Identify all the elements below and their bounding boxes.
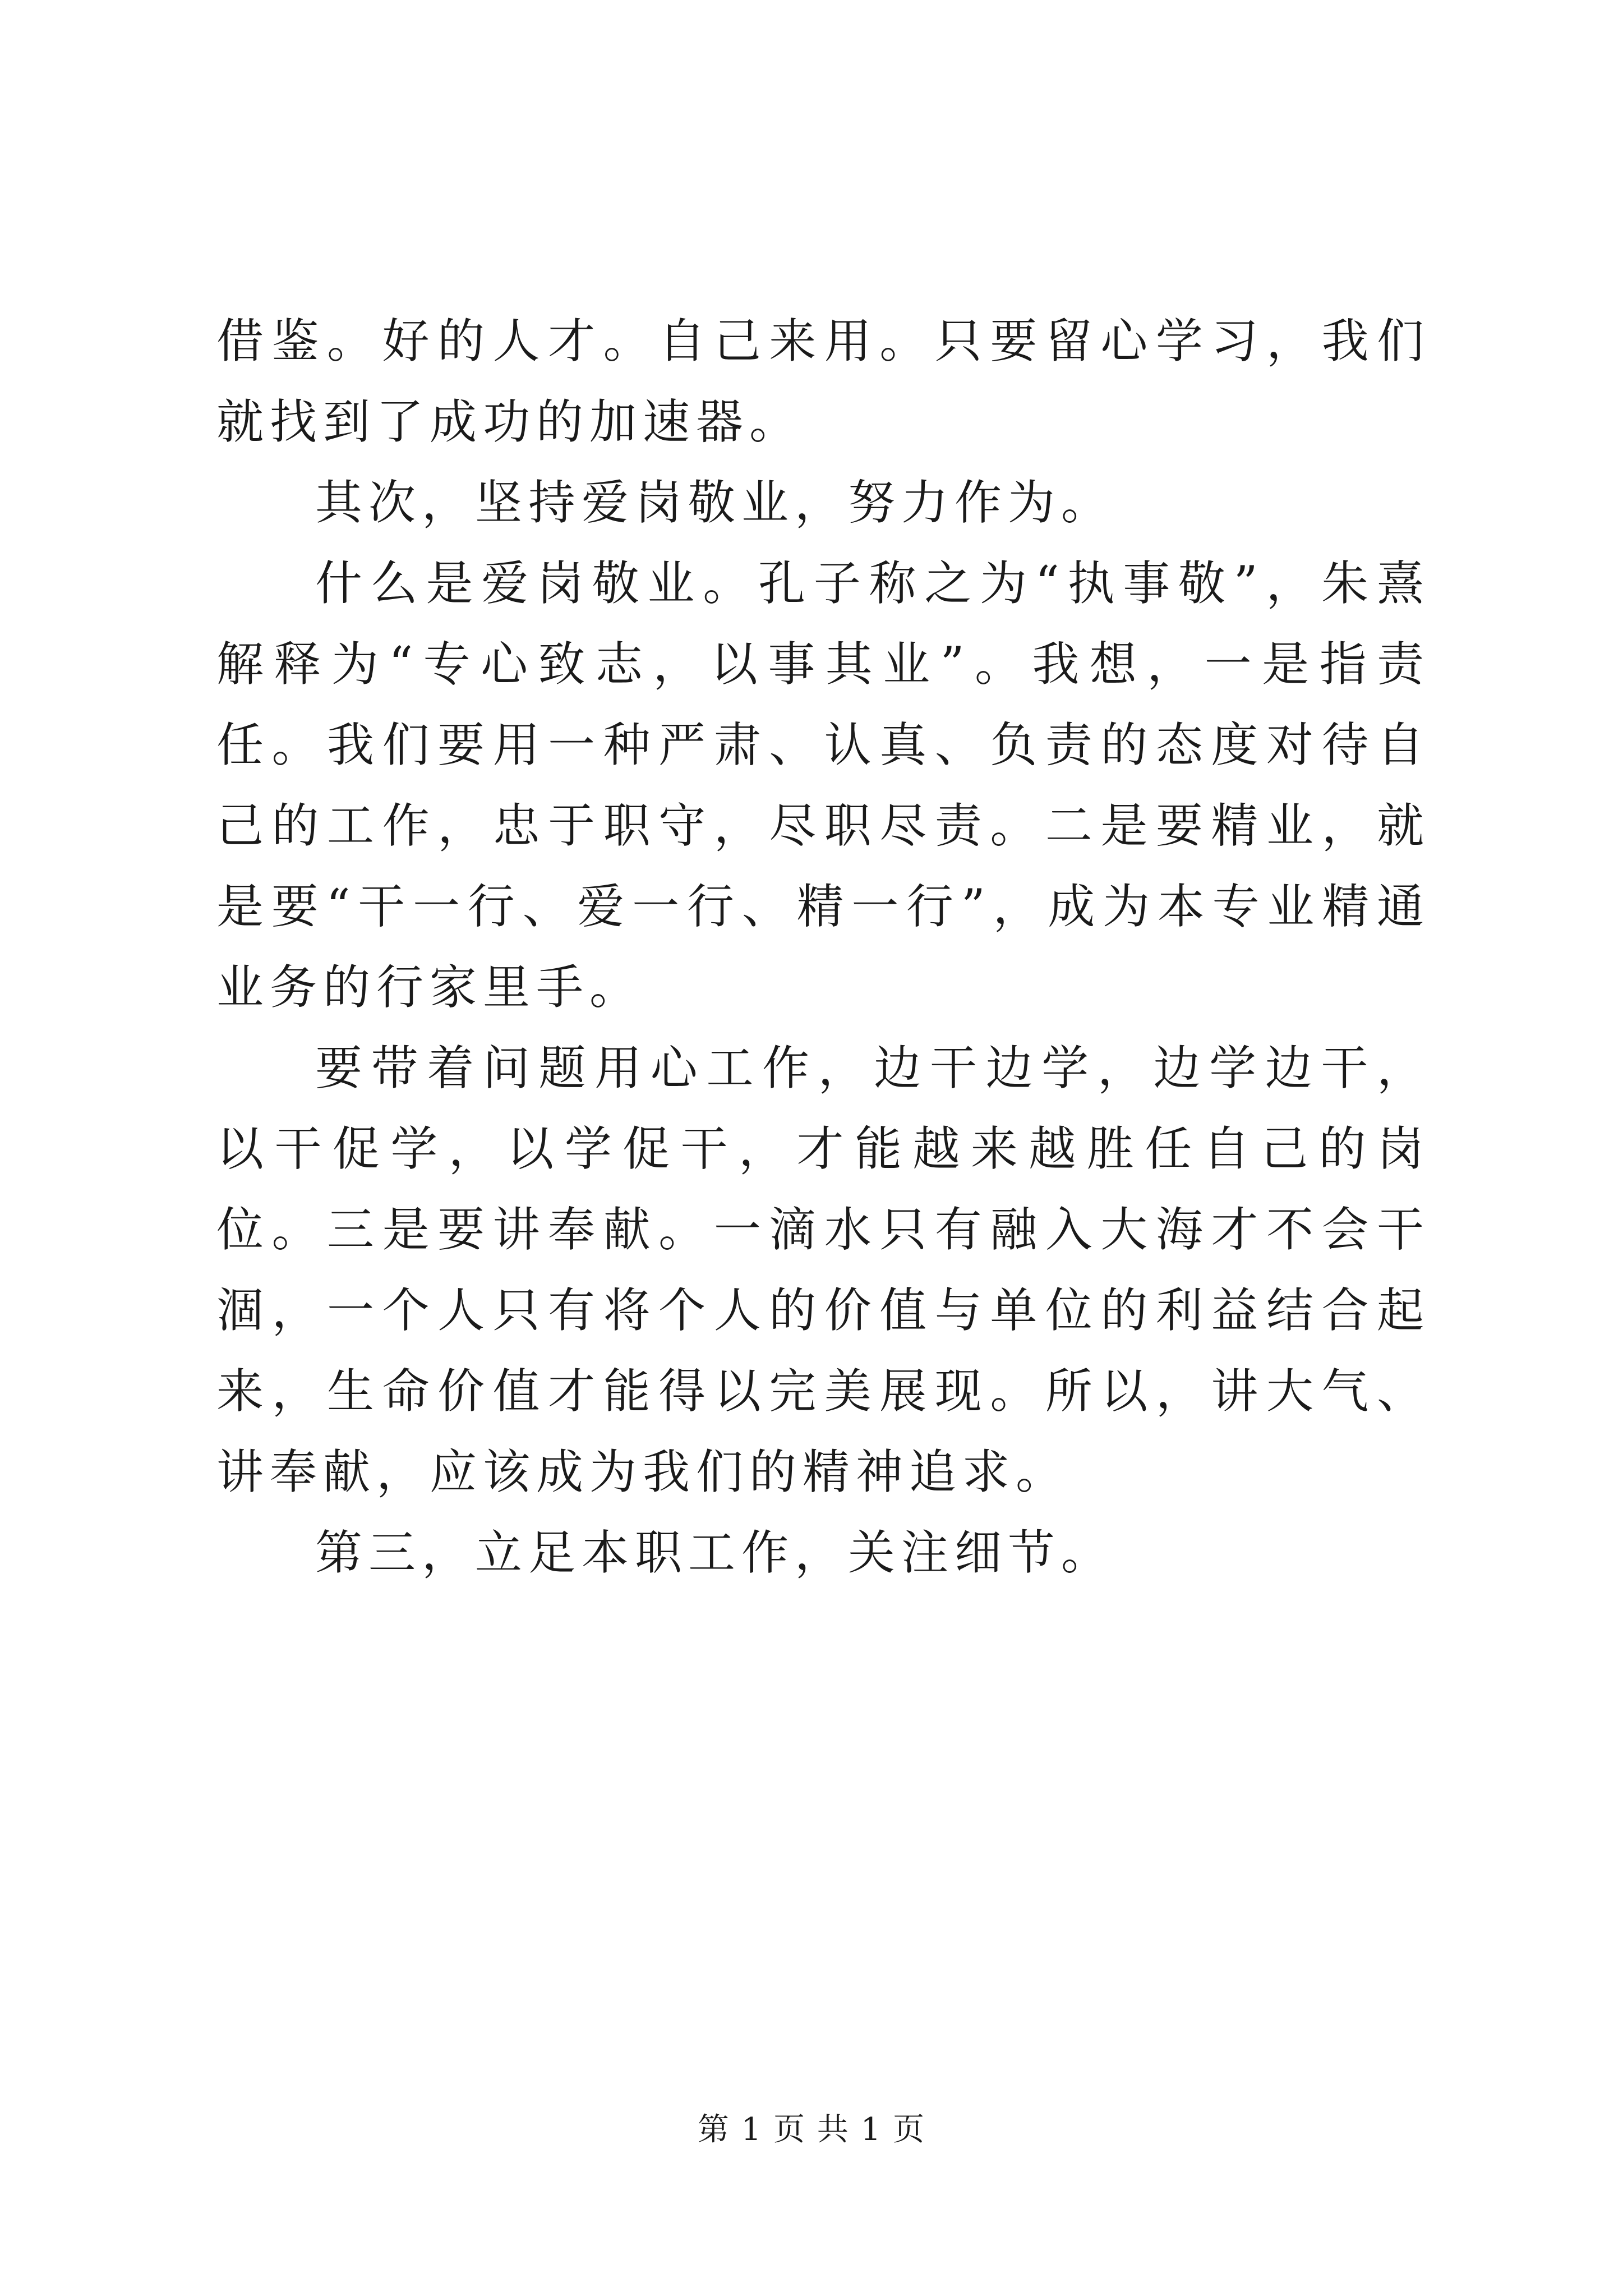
paragraph-1: 借鉴。好的人才。自己来用。只要留心学习，我们就找到了成功的加速器。 [216,314,1430,449]
paragraph-5: 第三，立足本职工作，关注细节。 [315,1525,1115,1580]
paragraph-3: 什么是爱岗敬业。孔子称之为“执事敬”，朱熹解释为“专心致志，以事其业”。我想，一是指责任。我们要用一种严肃、认真、负责的态度对待自己的工作，忠于职守，尽职尽责。二是要精业，就是要“干一行、爱一行、精一行”，成为本专业精通业务的行家里手。 [216,556,1430,1015]
page-number-footer: 第 1 页 共 1 页 [697,2111,926,2148]
document-body [216,301,1430,1593]
paragraph-4: 要带着问题用心工作，边干边学，边学边干，以干促学，以学促干，才能越来越胜任自己的岗位。三是要讲奉献。一滴水只有融入大海才不会干涸，一个人只有将个人的价值与单位的利益结合起来，生命价值才能得以完美展现。所以，讲大气、讲奉献，应该成为我们的精神追求。 [216,1041,1430,1499]
paragraph-2: 其次，坚持爱岗敬业，努力作为。 [315,475,1115,530]
